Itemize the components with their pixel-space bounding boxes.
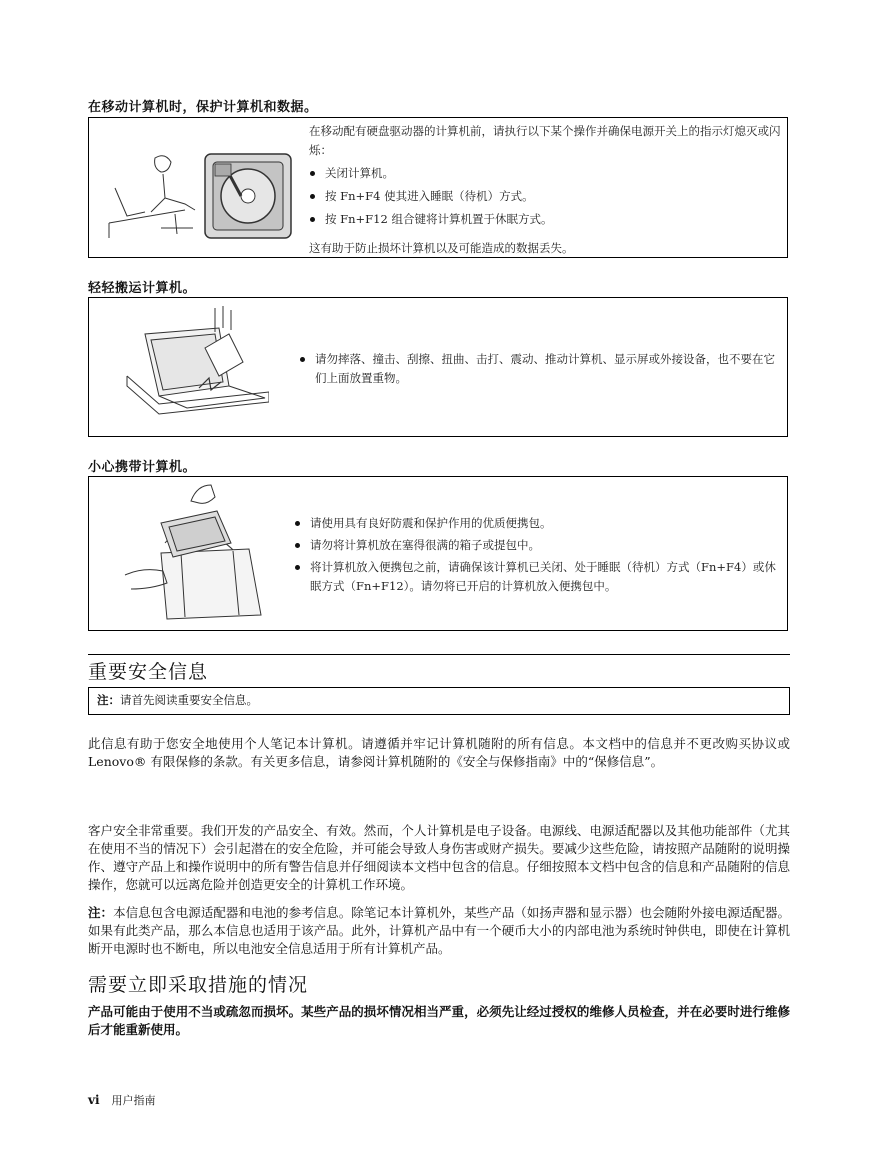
note-label: 注： xyxy=(97,693,120,707)
laptop-harddrive-illustration xyxy=(105,138,295,243)
laptop-impact-illustration xyxy=(119,304,269,424)
list-item: 按 Fn+F4 使其进入睡眠（待机）方式。 xyxy=(309,187,784,206)
footer-title: 用户指南 xyxy=(111,1094,156,1107)
note-text: 请首先阅读重要安全信息。 xyxy=(120,693,258,707)
safety-paragraph-3-text: 本信息包含电源适配器和电池的参考信息。除笔记本计算机外，某些产品（如扬声器和显示器）也会随附外接电源适配器。如果有此类产品，那么本信息也适用于该产品。此外，计算机产品中有一个硬币大小的内部电池为系统时钟供电，即使在计算机断开电源时也不断电，所以电池安全信息适用于所有计算机产品。 xyxy=(88,905,790,956)
page-number: vi xyxy=(88,1093,100,1107)
list-item: 按 Fn+F12 组合键将计算机置于休眠方式。 xyxy=(309,210,784,229)
note-box xyxy=(88,687,790,715)
page-footer xyxy=(88,1092,156,1108)
list-item: 将计算机放入便携包之前，请确保该计算机已关闭、处于睡眠（待机）方式（Fn+F4）或休眠方式（Fn+F12）。请勿将已开启的计算机放入便携包中。 xyxy=(294,558,784,596)
list-item: 请勿摔落、撞击、刮擦、扭曲、击打、震动、推动计算机、显示屏或外接设备，也不要在它们上面放置重物。 xyxy=(299,350,784,388)
safety-paragraph-3 xyxy=(88,904,790,958)
list-item: 请使用具有良好防震和保护作用的优质便携包。 xyxy=(294,514,784,533)
moving-outro: 这有助于防止损坏计算机以及可能造成的数据丢失。 xyxy=(309,241,574,255)
safety-paragraph-1: 此信息有助于您安全地使用个人笔记本计算机。请遵循并牢记计算机随附的所有信息。本文档中的信息并不更改购买协议或 Lenovo® 有限保修的条款。有关更多信息，请参阅计算机随附的《安全与保修指南》中的“保修信息”。 xyxy=(88,736,790,769)
section-divider xyxy=(88,654,790,655)
list-item: 关闭计算机。 xyxy=(309,164,784,183)
carry-box xyxy=(88,476,788,631)
safety-paragraph-2: 客户安全非常重要。我们开发的产品安全、有效。然而，个人计算机是电子设备。电源线、电源适配器以及其他功能部件（尤其在使用不当的情况下）会引起潜在的安全危险，并可能会导致人身伤害或财产损失。要减少这些危险，请按照产品随附的说明操作、遵守产品上和操作说明中的所有警告信息并仔细阅读本文档中包含的信息。仔细按照本文档中包含的信息和产品随附的信息操作，您就可以远离危险并创造更安全的计算机工作环境。 xyxy=(88,823,790,892)
section-heading-carry: 小心携带计算机。 xyxy=(88,460,197,475)
section-heading-moving: 在移动计算机时，保护计算机和数据。 xyxy=(88,100,318,115)
list-item: 请勿将计算机放在塞得很满的箱子或提包中。 xyxy=(294,536,784,555)
immediate-title: 需要立即采取措施的情况 xyxy=(88,974,309,996)
moving-intro: 在移动配有硬盘驱动器的计算机前，请执行以下某个操作并确保电源开关上的指示灯熄灭或闪烁： xyxy=(309,124,781,157)
gentle-box xyxy=(88,297,788,437)
moving-box xyxy=(88,117,788,258)
safety-title: 重要安全信息 xyxy=(88,661,209,683)
immediate-paragraph: 产品可能由于使用不当或疏忽而损坏。某些产品的损坏情况相当严重，必须先让经过授权的维修人员检查，并在必要时进行维修后才能重新使用。 xyxy=(88,1004,790,1037)
note-label: 注： xyxy=(88,905,114,920)
section-heading-gentle: 轻轻搬运计算机。 xyxy=(88,281,197,296)
carry-bag-illustration xyxy=(121,483,271,628)
